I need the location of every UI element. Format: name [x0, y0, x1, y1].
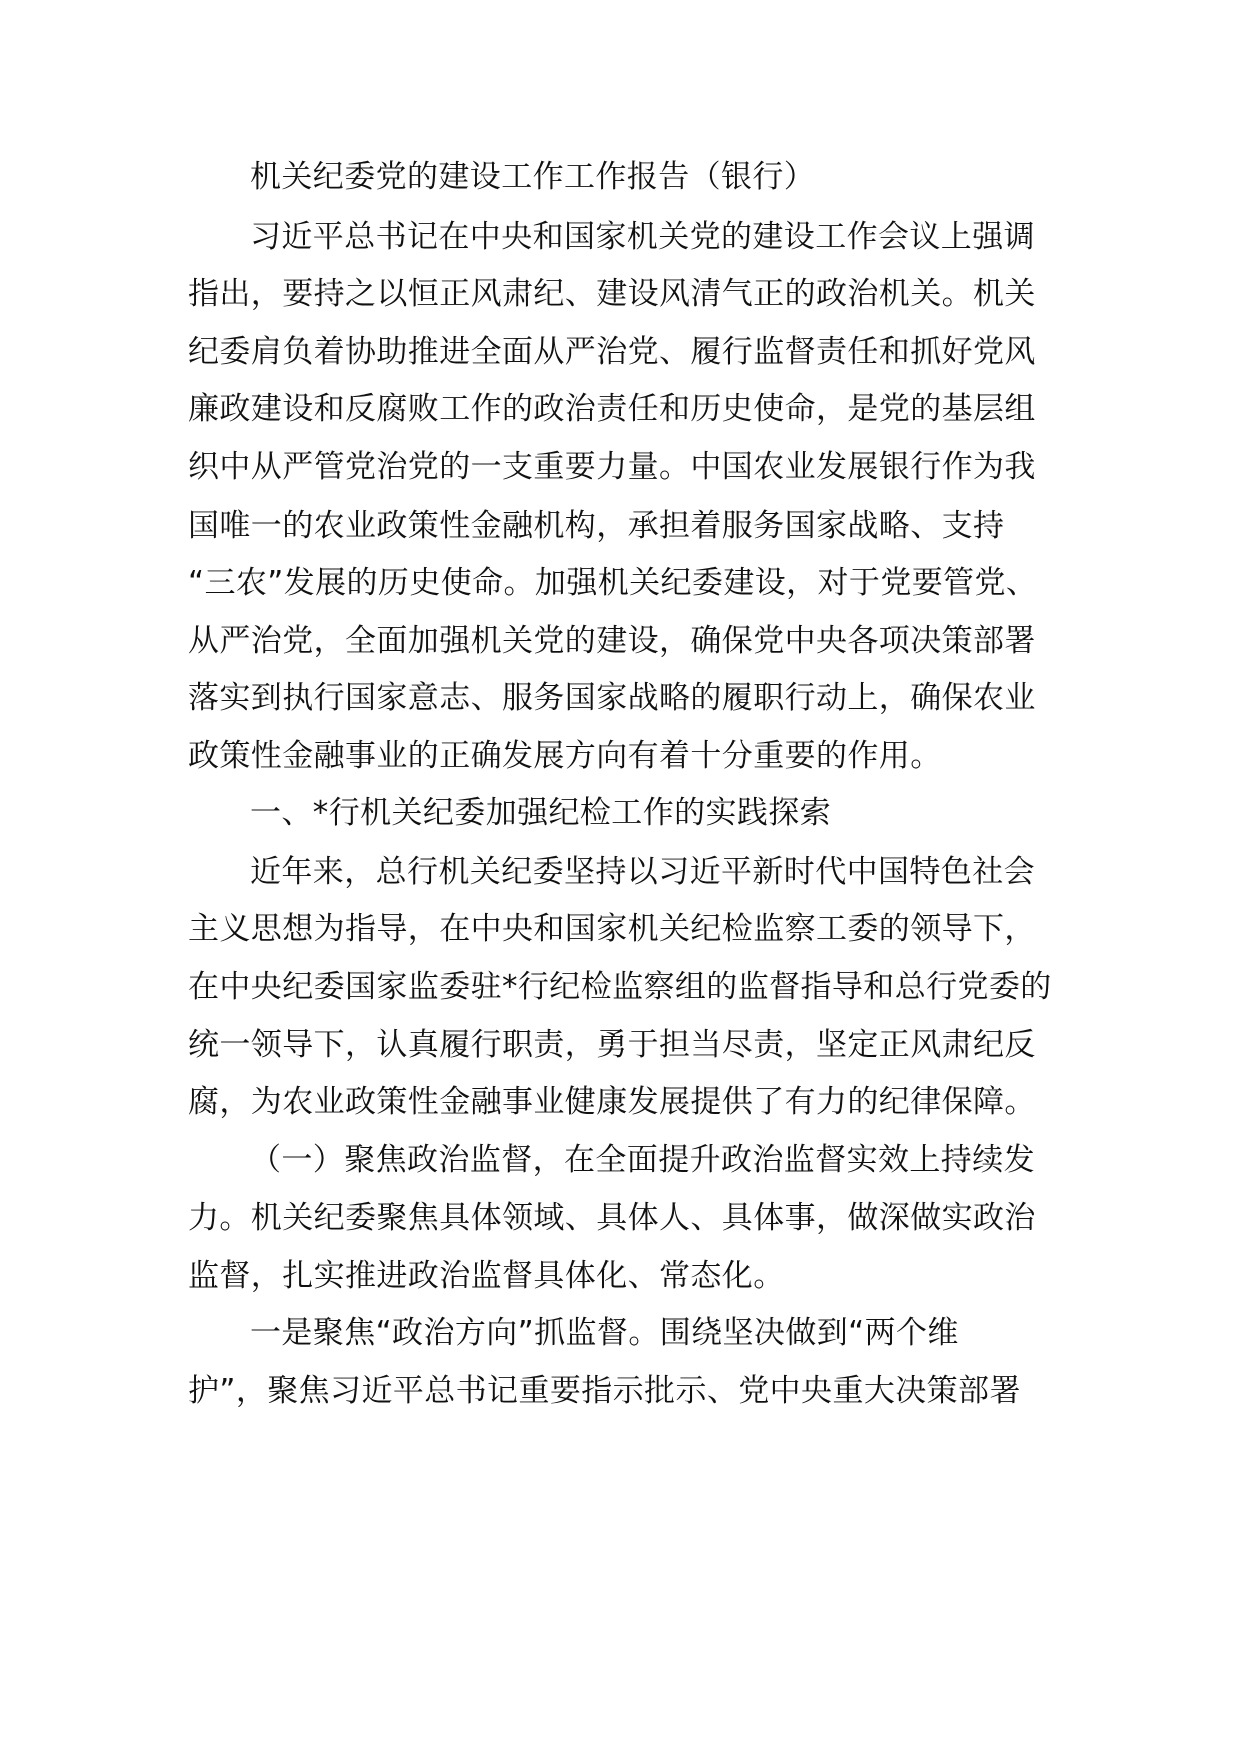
paragraph-line: 国唯一的农业政策性金融机构，承担着服务国家战略、支持	[188, 508, 1005, 544]
paragraph-line: 织中从严管党治党的一支重要力量。中国农业发展银行作为我	[188, 449, 1036, 485]
paragraph-line: 廉政建设和反腐败工作的政治责任和历史使命，是党的基层组	[188, 391, 1036, 427]
paragraph-line: 主义思想为指导，在中央和国家机关纪检监察工委的领导下，	[188, 911, 1036, 947]
paragraph-line: 纪委肩负着协助推进全面从严治党、履行监督责任和抓好党风	[188, 334, 1036, 370]
paragraph-line: “三农”发展的历史使命。加强机关纪委建设，对于党要管党、	[188, 565, 1038, 601]
paragraph-line: 力。机关纪委聚焦具体领域、具体人、具体事，做深做实政治	[188, 1200, 1036, 1236]
paragraph-line: 在中央纪委国家监委驻*行纪检监察组的监督指导和总行党委的	[188, 969, 1052, 1005]
paragraph-line: 指出，要持之以恒正风肃纪、建设风清气正的政治机关。机关	[188, 276, 1036, 312]
paragraph-line: 监督，扎实推进政治监督具体化、常态化。	[188, 1258, 785, 1294]
document-title: 机关纪委党的建设工作工作报告（银行）	[250, 159, 816, 195]
paragraph-line: 护”，聚焦习近平总书记重要指示批示、党中央重大决策部署	[188, 1373, 1021, 1409]
paragraph-line: 落实到执行国家意志、服务国家战略的履职行动上，确保农业	[188, 680, 1036, 716]
paragraph-line: 近年来，总行机关纪委坚持以习近平新时代中国特色社会	[250, 854, 1035, 890]
paragraph-line: 政策性金融事业的正确发展方向有着十分重要的作用。	[188, 738, 942, 774]
paragraph-line: 习近平总书记在中央和国家机关党的建设工作会议上强调	[250, 219, 1035, 255]
paragraph-line: 统一领导下，认真履行职责，勇于担当尽责，坚定正风肃纪反	[188, 1027, 1036, 1063]
subsection-heading: （一）聚焦政治监督，在全面提升政治监督实效上持续发	[250, 1142, 1035, 1178]
section-heading: 一、*行机关纪委加强纪检工作的实践探索	[250, 795, 832, 831]
paragraph-line: 一是聚焦“政治方向”抓监督。围绕坚决做到“两个维	[250, 1315, 959, 1351]
paragraph-line: 腐，为农业政策性金融事业健康发展提供了有力的纪律保障。	[188, 1084, 1036, 1120]
paragraph-line: 从严治党，全面加强机关党的建设，确保党中央各项决策部署	[188, 623, 1036, 659]
